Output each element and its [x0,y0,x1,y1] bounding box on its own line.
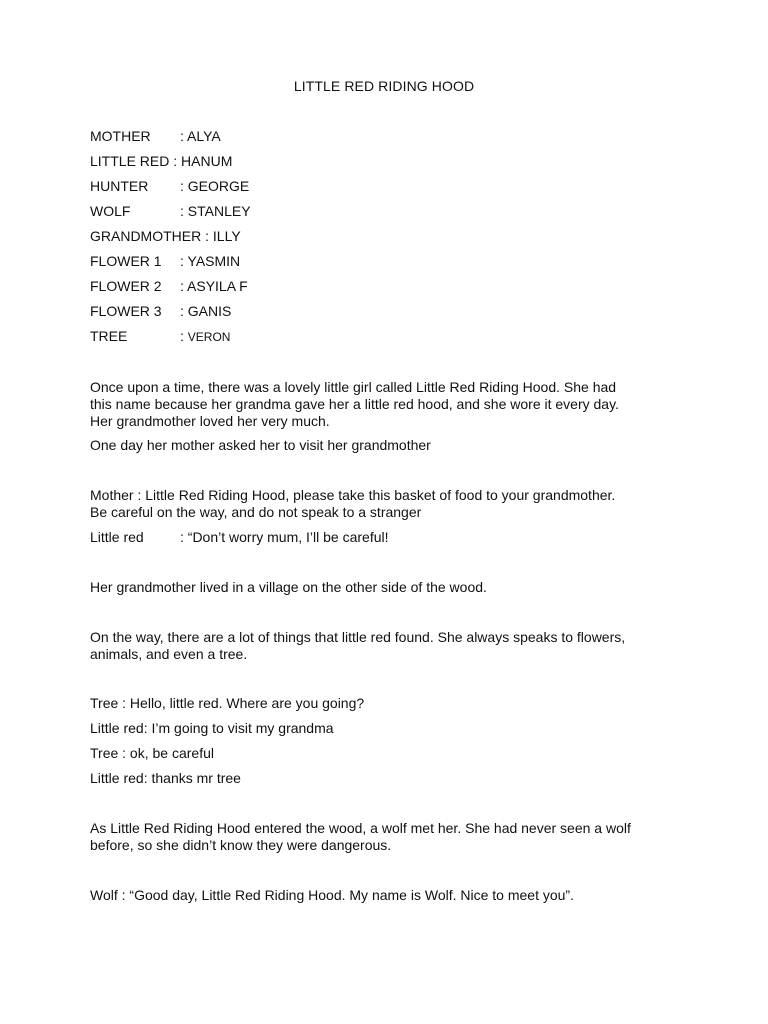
cast-assignment [180,253,240,270]
cast-assignment [180,303,231,320]
cast-role: LITTLE RED [90,153,170,169]
story-paragraph: On the way, there are a lot of things that little red found. She always speaks to flowers, animals, and even a tree. [90,629,626,662]
speaker-name: Little red [90,529,144,545]
cast-role: HUNTER [90,178,149,194]
story-dialogue: Little red: thanks mr tree [90,770,241,786]
cast-assignment [180,128,221,145]
cast-separator: : [180,128,188,144]
cast-row-flower-3 [90,303,232,320]
story-dialogue-mother: Mother : Little Red Riding Hood, please take this basket of food to your grandmother. Be careful on the way, and do not speak to a stranger [90,487,616,520]
cast-row-wolf [90,203,251,220]
cast-actor: HANUM [181,153,233,169]
cast-actor: ILLY [212,228,241,244]
cast-actor: YASMIN [187,253,241,269]
cast-actor: ALYA [187,128,221,144]
cast-role: WOLF [90,203,131,219]
cast-row-tree [90,328,231,345]
cast-role: GRANDMOTHER [90,228,202,244]
cast-role: TREE [90,328,128,344]
story-paragraph: As Little Red Riding Hood entered the wood, a wolf met her. She had never seen a wolf before, so she didn’t know they were dangerous. [90,820,631,853]
story-line: One day her mother asked her to visit her grandmother [90,437,431,453]
story-dialogue: Tree : ok, be careful [90,745,214,761]
cast-actor: STANLEY [187,203,251,219]
cast-role: FLOWER 1 [90,253,162,269]
cast-assignment [180,203,251,220]
cast-separator: : [201,228,213,244]
cast-assignment [180,328,230,346]
cast-separator: : [180,278,188,294]
cast-row-little-red [90,153,232,170]
story-dialogue: Tree : Hello, little red. Where are you going? [90,695,365,711]
story-dialogue-little-red [90,529,389,546]
cast-actor: ASYILA F [187,278,248,294]
cast-row-flower-2 [90,278,248,295]
story-dialogue: Wolf : “Good day, Little Red Riding Hood. My name is Wolf. Nice to meet you”. [90,887,574,903]
cast-separator: : [180,303,188,319]
cast-separator: : [180,178,188,194]
cast-separator: : [180,253,188,269]
cast-role: MOTHER [90,128,151,144]
cast-assignment [180,278,248,295]
cast-role: FLOWER 3 [90,303,162,319]
cast-role: FLOWER 2 [90,278,162,294]
cast-separator: : [169,153,182,169]
cast-actor: VERON [187,330,231,344]
story-paragraph: Once upon a time, there was a lovely little girl called Little Red Riding Hood. She had this name because her grandma gave her a little red hood, and she wore it every day. Her grandmother loved her very much. [90,379,619,429]
cast-row-hunter [90,178,250,195]
page-title: LITTLE RED RIDING HOOD [293,78,475,94]
story-dialogue: Little red: I’m going to visit my grandma [90,720,334,736]
cast-separator: : [180,328,188,344]
cast-actor: GEORGE [187,178,250,194]
story-line: Her grandmother lived in a village on the other side of the wood. [90,579,487,595]
cast-actor: GANIS [187,303,232,319]
cast-row-flower-1 [90,253,241,270]
cast-assignment [180,178,249,195]
cast-separator: : [180,203,188,219]
dialogue-text: : “Don’t worry mum, I’ll be careful! [180,529,389,545]
cast-row-grandmother [90,228,241,245]
cast-row-mother [90,128,221,145]
